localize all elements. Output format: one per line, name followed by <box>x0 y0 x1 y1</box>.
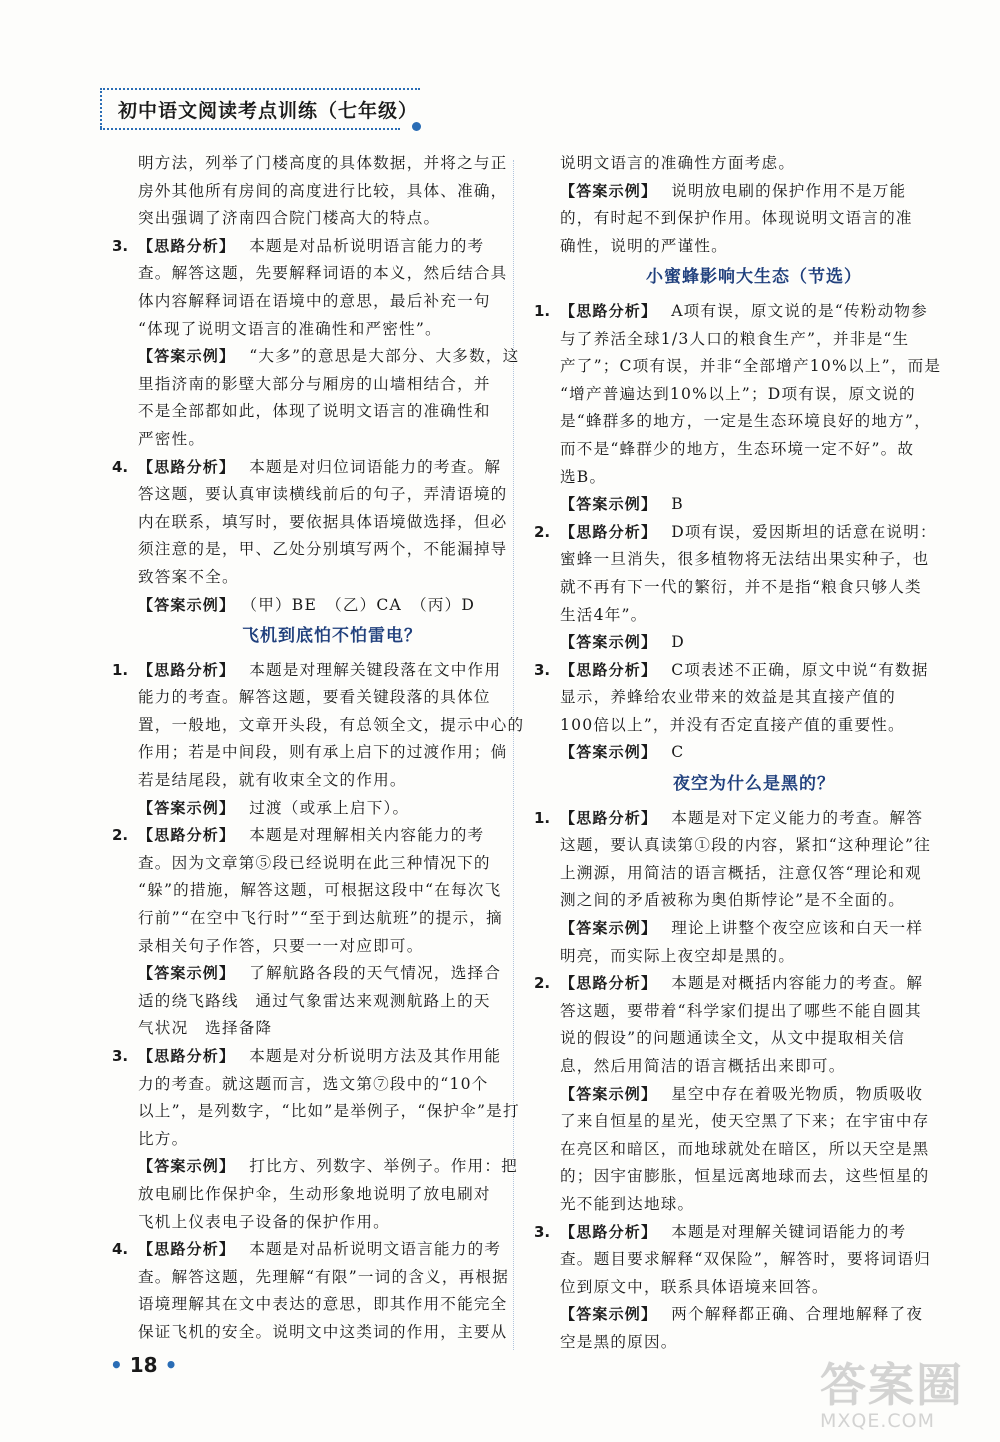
text-line: 这题，要认真读第①段的内容，紧扣“这种理论”往 <box>560 836 932 855</box>
bee-q3-answer <box>534 739 974 767</box>
text-line: 说的假设”的问题通读全文，从文中提取相关信 <box>560 1029 906 1048</box>
text-line: 查。解答这题，先要解释词语的本义，然后结合具 <box>138 264 508 283</box>
night-q3-answer <box>534 1301 974 1356</box>
answer-tag: 【答案示例】 <box>560 1305 658 1324</box>
night-q1-answer <box>534 915 974 970</box>
header-dotted-border-left <box>100 88 102 128</box>
text-line: “增产普遍达到10%以上”；D项有误，原文说的 <box>560 384 916 403</box>
continued-paragraph <box>534 150 974 178</box>
text-line: 本题是对分析说明方法及其作用能 <box>249 1047 502 1065</box>
text-line: D项有误，爱因斯坦的话意在说明： <box>671 522 937 541</box>
question-number: 1. <box>534 301 551 320</box>
text-line: 里指济南的影壁大部分与厢房的山墙相结合，并 <box>138 374 491 393</box>
text-line: 保证飞机的安全。说明文中这类词的作用，主要从 <box>138 1322 508 1341</box>
question-number: 3. <box>534 660 551 679</box>
text-line: 适的绕飞路线 通过气象雷达来观测航路上的天 <box>138 991 491 1010</box>
text-line: 空是黑的原因。 <box>560 1332 678 1351</box>
bee-q1-answer <box>534 491 974 519</box>
analysis-tag: 【思路分析】 <box>560 974 658 993</box>
text-line: 气状况 选择备降 <box>138 1019 273 1038</box>
page-number <box>110 1353 177 1377</box>
answer-tag: 【答案示例】 <box>138 798 236 817</box>
text-line: 上溯源，用简洁的语言概括，注意仅答“理论和观 <box>560 863 922 882</box>
header-dotted-border-bottom <box>100 128 400 130</box>
text-line: 本题是对品析说明语言能力的考 <box>249 236 485 255</box>
night-q2-answer <box>534 1081 974 1219</box>
text-line: 明方法，列举了门楼高度的具体数据，并将之与正 <box>138 154 508 172</box>
book-title: 初中语文阅读考点训练（七年级） <box>118 100 419 122</box>
text-line: 行前”“在空中飞行时”“至于到达航班”的提示，摘 <box>138 909 503 928</box>
text-line: 房外其他所有房间的高度进行比较，具体、准确， <box>138 181 508 200</box>
text-line: 答这题，要认真审读横线前后的句子，弄清语境的 <box>138 485 508 504</box>
text-line: 放电刷比作保护伞，生动形象地说明了放电刷对 <box>138 1184 491 1203</box>
question-number: 4. <box>112 457 129 476</box>
text-line: 蜜蜂一旦消失，很多植物将无法结出果实种子，也 <box>560 550 930 569</box>
question-4-analysis <box>112 454 552 592</box>
text-line: 而不是“蜂群少的地方，生态环境一定不好”。故 <box>560 439 915 458</box>
text-line: 致答案不全。 <box>138 567 239 586</box>
analysis-tag: 【思路分析】 <box>560 522 658 541</box>
text-line: 位到原文中，联系具体语境来回答。 <box>560 1277 829 1296</box>
text-line: 打比方、列数字、举例子。作用：把 <box>249 1157 518 1176</box>
analysis-tag: 【思路分析】 <box>560 1222 658 1241</box>
text-line: 星空中存在着吸光物质，物质吸收 <box>671 1084 924 1103</box>
night-q2-analysis <box>534 970 974 1080</box>
text-line: 比方。 <box>138 1129 189 1148</box>
answer-tag: 【答案示例】 <box>138 595 236 614</box>
plane-q4-answer <box>534 178 974 261</box>
text-line: 生活4年”。 <box>560 605 648 624</box>
watermark-logo-text: 答案圈 <box>820 1358 964 1412</box>
text-line: 100倍以上”，并没有否定直接产值的重要性。 <box>560 715 905 734</box>
question-number: 2. <box>534 522 551 541</box>
text-line: “大多”的意思是大部分、大多数，这 <box>249 347 520 366</box>
answer-tag: 【答案示例】 <box>138 964 236 983</box>
plane-q2-answer <box>112 960 552 1043</box>
text-line: 答这题，要带着“科学家们提出了哪些不能自圆其 <box>560 1001 922 1020</box>
night-q3-analysis <box>534 1219 974 1302</box>
text-line: 选B。 <box>560 467 607 486</box>
plane-q1-analysis <box>112 657 552 795</box>
plane-q3-analysis <box>112 1043 552 1153</box>
answer-text: C <box>671 743 685 762</box>
text-line: 内在联系，填写时，要依据具体语境做选择，但必 <box>138 512 508 531</box>
question-number: 1. <box>112 660 129 679</box>
analysis-tag: 【思路分析】 <box>138 1240 236 1259</box>
text-line: 显示，养蜂给农业带来的效益是其直接产值的 <box>560 688 896 707</box>
answer-tag: 【答案示例】 <box>560 633 658 652</box>
answer-text: D <box>671 633 685 652</box>
bullet-icon: • <box>164 1353 178 1377</box>
text-line: 录相关句子作答，只要一一对应即可。 <box>138 936 424 955</box>
answer-tag: 【答案示例】 <box>560 919 658 938</box>
text-line: 本题是对下定义能力的考查。解答 <box>671 808 924 827</box>
plane-q3-answer <box>112 1153 552 1236</box>
text-line: 理论上讲整个夜空应该和白天一样 <box>671 919 924 938</box>
text-line: 体内容解释词语在语境中的意思，最后补充一句 <box>138 291 491 310</box>
answer-tag: 【答案示例】 <box>138 347 236 366</box>
text-line: 确性，说明的严谨性。 <box>560 236 728 255</box>
text-line: 是“蜂群多的地方，一定是生态环境良好的地方”， <box>560 412 932 431</box>
text-line: 若是结尾段，就有收束全文的作用。 <box>138 771 407 790</box>
text-line: “体现了说明文语言的准确性和严密性”。 <box>138 319 442 338</box>
text-line: 本题是对理解相关内容能力的考 <box>249 826 485 845</box>
text-line: 的，有时起不到保护作用。体现说明文语言的准 <box>560 209 913 228</box>
bee-q1-analysis <box>534 298 974 491</box>
site-watermark <box>820 1360 990 1440</box>
bee-q2-answer <box>534 629 974 657</box>
analysis-tag: 【思路分析】 <box>560 808 658 827</box>
text-line: 光不能到达地球。 <box>560 1194 695 1213</box>
answer-tag: 【答案示例】 <box>138 1157 236 1176</box>
text-line: 在亮区和暗区，而地球就处在暗区，所以天空是黑 <box>560 1139 930 1158</box>
answer-tag: 【答案示例】 <box>560 181 658 200</box>
analysis-tag: 【思路分析】 <box>138 236 236 255</box>
bullet-icon: • <box>110 1353 123 1377</box>
answer-tag: 【答案示例】 <box>560 1084 658 1103</box>
answer-tag: 【答案示例】 <box>560 743 658 762</box>
question-number: 4. <box>112 1240 129 1259</box>
text-line: 飞机上仪表电子设备的保护作用。 <box>138 1212 390 1231</box>
left-column <box>112 150 552 1347</box>
plane-q4-analysis <box>112 1236 552 1346</box>
text-line: 说明放电刷的保护作用不是万能 <box>671 181 907 200</box>
text-line: 严密性。 <box>138 429 206 448</box>
text-line: 本题是对理解关键词语能力的考 <box>671 1222 907 1241</box>
question-3-analysis <box>112 233 552 343</box>
section-title-plane: 飞机到底怕不怕雷电？ <box>242 626 422 647</box>
answer-text: （甲）BE （乙）CA （丙）D <box>249 595 476 614</box>
page-number-value: 18 <box>129 1353 158 1377</box>
text-line: 查。因为文章第⑤段已经说明在此三种情况下的 <box>138 853 491 872</box>
answer-text: 过渡（或承上启下）。 <box>249 798 410 817</box>
question-number: 2. <box>534 974 551 993</box>
text-line: 测之间的矛盾被称为奥伯斯悖论”是不全面的。 <box>560 891 906 910</box>
header-dotted-border-top <box>100 88 420 90</box>
bee-q3-analysis <box>534 657 974 740</box>
text-line: 就不再有下一代的繁衍，并不是指“粮食只够人类 <box>560 577 922 596</box>
watermark-url: MXQE.COM <box>820 1410 936 1432</box>
question-number: 3. <box>112 236 129 255</box>
plane-q1-answer <box>112 795 552 823</box>
question-3-answer <box>112 343 552 453</box>
text-line: 与了养活全球1/3人口的粮食生产”，并非是“生 <box>560 329 910 348</box>
text-line: “躲”的措施，解答这题，可根据这段中“在每次飞 <box>138 881 502 900</box>
text-line: 明亮，而实际上夜空却是黑的。 <box>560 946 796 965</box>
right-column <box>534 150 974 1357</box>
analysis-tag: 【思路分析】 <box>560 660 658 679</box>
text-line: 说明文语言的准确性方面考虑。 <box>560 154 796 172</box>
text-line: 两个解释都正确、合理地解释了夜 <box>671 1305 924 1324</box>
question-number: 3. <box>534 1222 551 1241</box>
text-line: 本题是对概括内容能力的考查。解 <box>671 974 924 993</box>
header-dot-icon <box>412 122 421 131</box>
text-line: 的；因宇宙膨胀，恒星远离地球而去，这些恒星的 <box>560 1167 930 1186</box>
text-line: 了解航路各段的天气情况，选择合 <box>249 964 502 983</box>
analysis-tag: 【思路分析】 <box>138 826 236 845</box>
text-line: 查。题目要求解释“双保险”，解答时，要将词语归 <box>560 1250 932 1269</box>
plane-q2-analysis <box>112 822 552 960</box>
text-line: 息，然后用简洁的语言概括出来即可。 <box>560 1057 846 1075</box>
text-line: 置，一般地，文章开头段，有总领全文，提示中心的 <box>138 715 525 734</box>
question-number: 3. <box>112 1047 129 1065</box>
text-line: 能力的考查。解答这题，要看关键段落的具体位 <box>138 688 491 707</box>
text-line: 本题是对理解关键段落在文中作用 <box>249 660 502 679</box>
text-line: 语境理解其在文中表达的意思，即其作用不能完全 <box>138 1295 508 1314</box>
analysis-tag: 【思路分析】 <box>560 301 658 320</box>
analysis-tag: 【思路分析】 <box>138 457 236 476</box>
running-header <box>100 88 420 132</box>
text-line: 突出强调了济南四合院门楼高大的特点。 <box>138 209 441 228</box>
question-number: 1. <box>534 808 551 827</box>
text-line: 以上”，是列数字，“比如”是举例子，“保护伞”是打 <box>138 1102 520 1121</box>
bee-q2-analysis <box>534 519 974 629</box>
section-title-night-sky: 夜空为什么是黑的？ <box>673 774 835 795</box>
analysis-tag: 【思路分析】 <box>138 660 236 679</box>
answer-text: B <box>671 495 684 514</box>
answer-tag: 【答案示例】 <box>560 495 658 514</box>
text-line: 力的考查。就这题而言，选文第⑦段中的“10个 <box>138 1074 489 1093</box>
text-line: 作用；若是中间段，则有承上启下的过渡作用；倘 <box>138 743 508 762</box>
text-line: 本题是对品析说明文语言能力的考 <box>249 1240 502 1259</box>
text-line: 不是全部都如此，体现了说明文语言的准确性和 <box>138 402 491 421</box>
question-4-answer <box>112 592 552 620</box>
text-line: 产了”；C项有误，并非“全部增产10%以上”，而是 <box>560 357 942 376</box>
text-line: A项有误，原文说的是“传粉动物参 <box>671 301 928 320</box>
text-line: 了来自恒星的星光，使天空黑了下来；在宇宙中存 <box>560 1112 930 1131</box>
text-line: 查。解答这题，先理解“有限”一词的含义，再根据 <box>138 1267 510 1286</box>
night-q1-analysis <box>534 805 974 915</box>
section-title-bee: 小蜜蜂影响大生态（节选） <box>646 267 862 288</box>
text-line: 本题是对归位词语能力的考查。解 <box>249 457 502 476</box>
continued-paragraph <box>112 150 552 233</box>
text-line: 须注意的是，甲、乙处分别填写两个，不能漏掉导 <box>138 540 508 559</box>
question-number: 2. <box>112 826 129 845</box>
text-line: C项表述不正确，原文中说“有数据 <box>671 660 929 679</box>
analysis-tag: 【思路分析】 <box>138 1047 236 1065</box>
